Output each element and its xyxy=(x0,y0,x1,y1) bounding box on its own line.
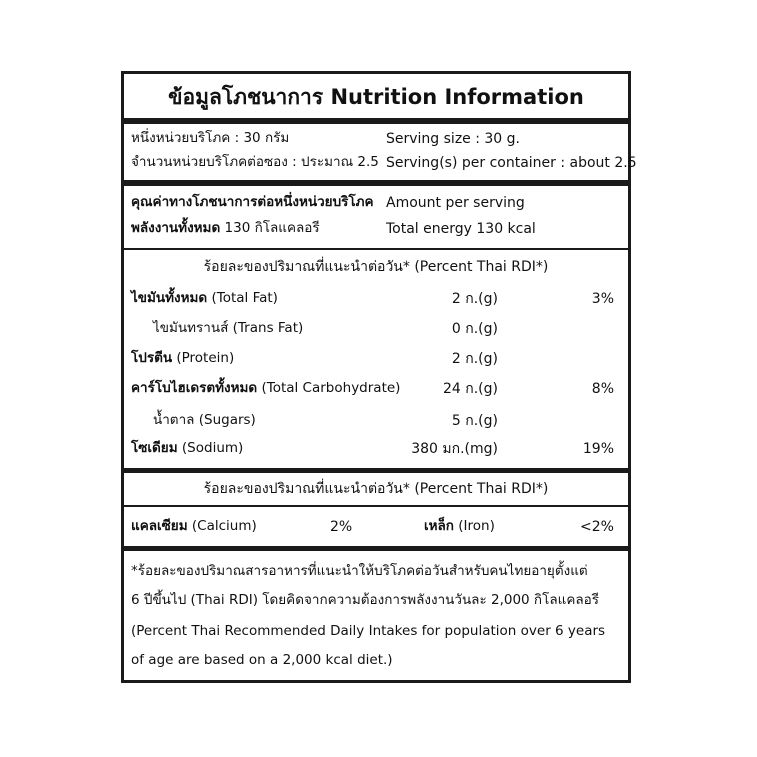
nutrient-name-th: โซเดียม xyxy=(131,440,178,456)
nutrient-name-th: ไขมันทรานส์ xyxy=(153,320,229,336)
mineral-iron xyxy=(424,520,495,534)
nutrient-name-en: (Total Fat) xyxy=(211,290,278,306)
nutrient-name-th: คาร์โบไฮเดรตทั้งหมด xyxy=(131,380,258,396)
amount-header-th: คุณค่าทางโภชนาการต่อหนึ่งหน่วยบริโภค xyxy=(131,194,374,210)
nutrient-name-en: (Sugars) xyxy=(198,412,256,428)
nutrient-amount: 2 ก.(g) xyxy=(451,351,498,367)
nutrient-name-en: (Sodium) xyxy=(181,440,244,456)
divider-thin xyxy=(124,505,628,507)
iron-percent: <2% xyxy=(580,519,614,535)
nutrient-name-en: (Trans Fat) xyxy=(232,320,304,336)
footnote-line-1: *ร้อยละของปริมาณสารอาหารที่แนะนำให้บริโภคต่อวันสำหรับคนไทยอายุตั้งแต่ xyxy=(131,563,588,579)
divider-thick xyxy=(124,546,628,551)
nutrient-name-th: น้ำตาล xyxy=(153,412,195,428)
nutrient-amount: 24 ก.(g) xyxy=(442,381,498,397)
divider-thick xyxy=(124,118,628,124)
nutrient-row-total-fat xyxy=(131,292,278,306)
nutrient-percent: 19% xyxy=(582,441,614,457)
calcium-name-en: (Calcium) xyxy=(191,518,257,534)
nutrient-row-protein xyxy=(131,352,234,366)
divider-thick xyxy=(124,468,628,473)
nutrient-amount: 0 ก.(g) xyxy=(451,321,498,337)
nutrient-amount: 380 มก.(mg) xyxy=(411,441,498,457)
nutrient-percent: 3% xyxy=(591,291,614,307)
serving-size-en: Serving size : 30 g. xyxy=(386,131,521,147)
mineral-calcium xyxy=(131,520,257,534)
nutrient-name-th: โปรตีน xyxy=(131,350,173,366)
serving-size-th: หนึ่งหน่วยบริโภค : 30 กรัม xyxy=(131,130,290,146)
nutrient-row-total-carbohydrate xyxy=(131,382,400,396)
amount-header-en: Amount per serving xyxy=(386,195,525,211)
nutrient-amount: 2 ก.(g) xyxy=(451,291,498,307)
divider-thin xyxy=(124,248,628,250)
nutrient-name-en: (Total Carbohydrate) xyxy=(261,380,401,396)
rdi-header: ร้อยละของปริมาณที่แนะนำต่อวัน* (Percent Thai RDI*) xyxy=(203,259,549,275)
footnote-line-2: 6 ปีขึ้นไป (Thai RDI) โดยคิดจากความต้องการพลังงานวันละ 2,000 กิโลแคลอรี xyxy=(131,592,599,608)
energy-th-label: พลังงานทั้งหมด xyxy=(131,220,221,236)
nutrient-row-sodium xyxy=(131,442,243,456)
servings-per-container-en: Serving(s) per container : about 2.5 xyxy=(386,155,637,171)
energy-th-value: 130 กิโลแคลอรี xyxy=(224,220,320,236)
label-title: ข้อมูลโภชนาการ Nutrition Information xyxy=(168,85,584,109)
footnote-line-4: of age are based on a 2,000 kcal diet.) xyxy=(131,652,393,668)
nutrition-label xyxy=(121,71,637,683)
divider-thick xyxy=(124,180,628,186)
nutrient-row-trans-fat xyxy=(153,322,303,336)
nutrient-amount: 5 ก.(g) xyxy=(451,413,498,429)
nutrient-name-en: (Protein) xyxy=(176,350,235,366)
nutrient-row-sugars xyxy=(153,414,256,428)
calcium-percent: 2% xyxy=(330,519,353,535)
iron-name-th: เหล็ก xyxy=(424,518,454,534)
energy-th xyxy=(131,222,320,236)
rdi-header-2: ร้อยละของปริมาณที่แนะนำต่อวัน* (Percent Thai RDI*) xyxy=(203,481,549,497)
nutrient-name-th: ไขมันทั้งหมด xyxy=(131,290,208,306)
footnote-line-3: (Percent Thai Recommended Daily Intakes for population over 6 years xyxy=(131,623,606,639)
calcium-name-th: แคลเซียม xyxy=(131,518,188,534)
iron-name-en: (Iron) xyxy=(458,518,495,534)
servings-per-container-th: จำนวนหน่วยบริโภคต่อซอง : ประมาณ 2.5 xyxy=(131,154,379,170)
energy-en: Total energy 130 kcal xyxy=(386,221,536,237)
nutrient-percent: 8% xyxy=(591,381,614,397)
